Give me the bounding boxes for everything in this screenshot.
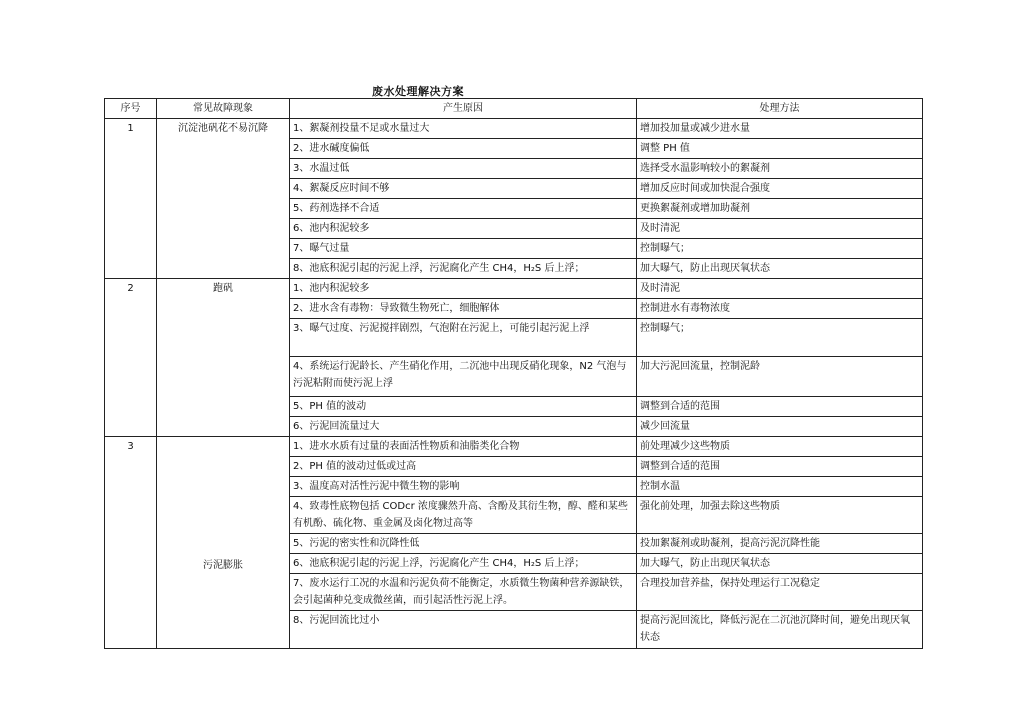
method-cell: 控制曝气； — [637, 239, 923, 259]
method-cell: 合理投加营养盐，保持处理运行工况稳定 — [637, 574, 923, 611]
method-cell: 投加絮凝剂或助凝剂，提高污泥沉降性能 — [637, 534, 923, 554]
cause-cell: 6、污泥回流量过大 — [290, 417, 637, 437]
cause-cell: 8、池底积泥引起的污泥上浮，污泥腐化产生 CH4，H₂S 后上浮； — [290, 259, 637, 279]
method-cell: 及时清泥 — [637, 279, 923, 299]
method-cell: 选择受水温影响较小的絮凝剂 — [637, 159, 923, 179]
table-row — [105, 119, 923, 139]
cause-cell: 1、池内积泥较多 — [290, 279, 637, 299]
group-phenomenon: 沉淀池矾花不易沉降 — [157, 119, 290, 279]
cause-cell: 2、PH 值的波动过低或过高 — [290, 457, 637, 477]
cause-cell: 2、进水碱度偏低 — [290, 139, 637, 159]
method-cell: 加大曝气，防止出现厌氧状态 — [637, 554, 923, 574]
cause-cell: 5、药剂选择不合适 — [290, 199, 637, 219]
cause-cell: 4、系统运行泥龄长、产生硝化作用，二沉池中出现反硝化现象，N2 气泡与污泥粘附而使污泥上浮 — [290, 357, 637, 397]
method-cell: 加大污泥回流量，控制泥龄 — [637, 357, 923, 397]
cause-cell: 3、曝气过度、污泥搅拌剧烈，气泡附在污泥上，可能引起污泥上浮 — [290, 319, 637, 357]
method-cell: 减少回流量 — [637, 417, 923, 437]
cause-cell: 2、进水含有毒物：导致微生物死亡，细胞解体 — [290, 299, 637, 319]
table-row — [105, 279, 923, 299]
cause-cell: 3、水温过低 — [290, 159, 637, 179]
cause-cell: 7、曝气过量 — [290, 239, 637, 259]
method-cell: 控制水温 — [637, 477, 923, 497]
header-no: 序号 — [105, 99, 157, 119]
method-cell: 及时清泥 — [637, 219, 923, 239]
method-cell: 控制进水有毒物浓度 — [637, 299, 923, 319]
document-title: 废水处理解决方案 — [372, 85, 464, 98]
cause-cell: 7、废水运行工况的水温和污泥负荷不能衡定，水质微生物菌种营养源缺铁，会引起菌种兑变成微丝菌，而引起活性污泥上浮。 — [290, 574, 637, 611]
cause-cell: 6、池内积泥较多 — [290, 219, 637, 239]
cause-cell: 5、污泥的密实性和沉降性低 — [290, 534, 637, 554]
group-number: 1 — [105, 119, 157, 279]
group-number: 2 — [105, 279, 157, 437]
cause-cell: 4、致毒性底物包括 CODcr 浓度骤然升高、含酚及其衍生物，醇、醛和某些有机酚、硫化物、重金属及卤化物过高等 — [290, 497, 637, 534]
method-cell: 加大曝气，防止出现厌氧状态 — [637, 259, 923, 279]
method-cell: 强化前处理，加强去除这些物质 — [637, 497, 923, 534]
method-cell: 更换絮凝剂或增加助凝剂 — [637, 199, 923, 219]
header-row — [105, 99, 923, 119]
group-phenomenon: 跑矾 — [157, 279, 290, 437]
header-method: 处理方法 — [637, 99, 923, 119]
cause-cell: 1、进水水质有过量的表面活性物质和油脂类化合物 — [290, 437, 637, 457]
method-cell: 控制曝气； — [637, 319, 923, 357]
header-phenomenon: 常见故障现象 — [157, 99, 290, 119]
cause-cell: 5、PH 值的波动 — [290, 397, 637, 417]
method-cell: 调整到合适的范围 — [637, 457, 923, 477]
method-cell: 调整到合适的范围 — [637, 397, 923, 417]
method-cell: 提高污泥回流比，降低污泥在二沉池沉降时间，避免出现厌氧状态 — [637, 611, 923, 649]
method-cell: 增加反应时间或加快混合强度 — [637, 179, 923, 199]
group-phenomenon: 污泥膨胀 — [157, 437, 290, 649]
method-cell: 增加投加量或减少进水量 — [637, 119, 923, 139]
cause-cell: 6、池底积泥引起的污泥上浮，污泥腐化产生 CH4，H₂S 后上浮； — [290, 554, 637, 574]
method-cell: 调整 PH 值 — [637, 139, 923, 159]
cause-cell: 1、絮凝剂投量不足或水量过大 — [290, 119, 637, 139]
method-cell: 前处理减少这些物质 — [637, 437, 923, 457]
group-number: 3 — [105, 437, 157, 649]
table-row — [105, 437, 923, 457]
cause-cell: 3、温度高对活性污泥中微生物的影响 — [290, 477, 637, 497]
cause-cell: 8、污泥回流比过小 — [290, 611, 637, 649]
solution-table — [104, 98, 923, 649]
cause-cell: 4、絮凝反应时间不够 — [290, 179, 637, 199]
header-cause: 产生原因 — [290, 99, 637, 119]
